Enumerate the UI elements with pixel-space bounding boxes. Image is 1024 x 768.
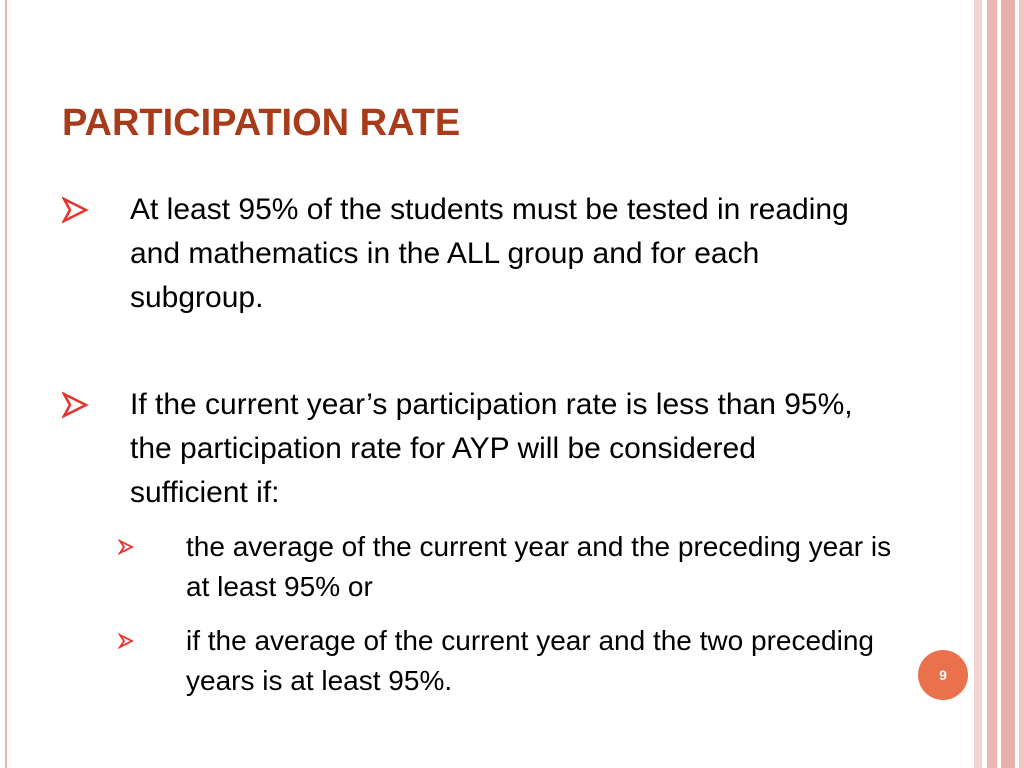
bullet-text: At least 95% of the students must be tested in reading and mathematics in the ALL group and for each subgroup. (130, 193, 849, 314)
left-border-line (5, 0, 7, 768)
stripe (1001, 0, 1015, 768)
arrow-bullet-icon (118, 621, 136, 661)
stripe (1019, 0, 1024, 768)
bullet-item (62, 383, 882, 515)
bullet-item (62, 188, 882, 320)
stripe (987, 0, 997, 768)
sub-bullet-text: if the average of the current year and the two preceding years is at least 95%. (186, 625, 874, 696)
sub-bullet-item (118, 621, 898, 701)
right-decorative-stripes (974, 0, 1024, 768)
bullet-text: If the current year’s participation rate is less than 95%, the participation rate for AYP will be considered sufficient if: (130, 388, 853, 509)
sub-bullet-item (118, 527, 898, 607)
slide-title: PARTICIPATION RATE (62, 102, 461, 144)
arrow-bullet-icon (62, 188, 92, 232)
sub-bullet-text: the average of the current year and the preceding year is at least 95% or (186, 531, 892, 602)
arrow-bullet-icon (62, 383, 92, 427)
page-number-badge: 9 (918, 650, 968, 700)
arrow-bullet-icon (118, 527, 136, 567)
stripe (974, 0, 982, 768)
